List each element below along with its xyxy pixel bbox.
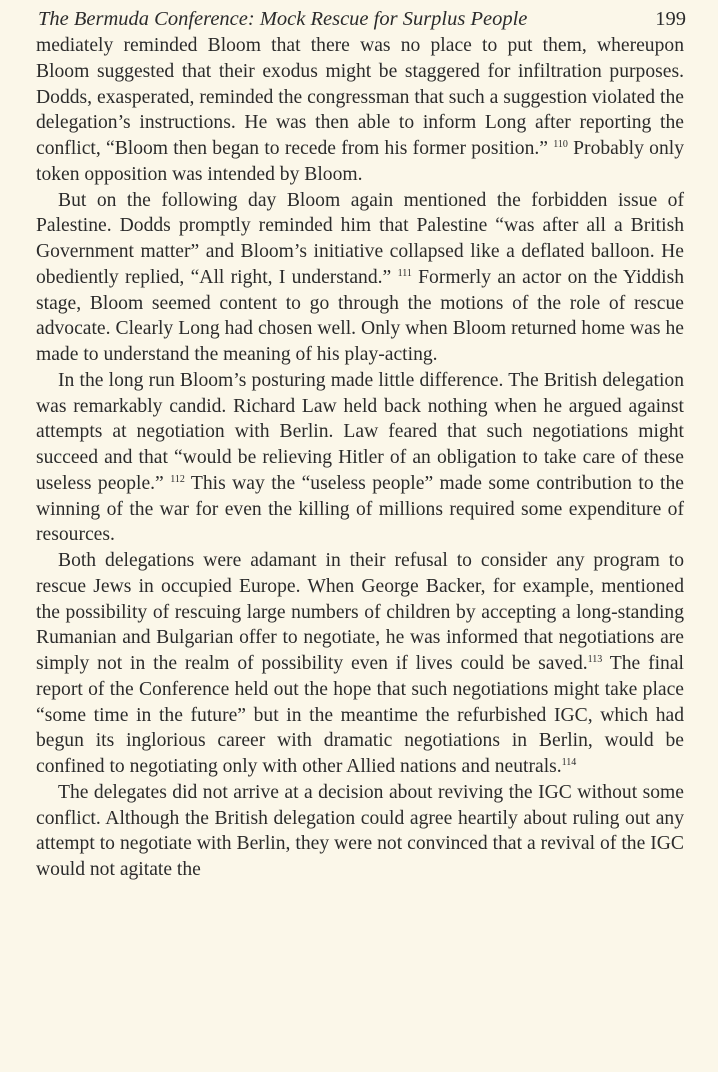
paragraph-text: In the long run Bloom’s posturing made little difference. The British delegation was remarkably candid. Richard Law held back nothing when he argued against attempts at negotiation with Berlin. Law feared that such negotiations might succeed and that “would be relieving Hitler of an obligation to take care of these useless people.” — [36, 369, 684, 494]
paragraph — [36, 188, 684, 368]
paragraph-text: mediately reminded Bloom that there was no place to put them, whereupon Bloom suggested that their exodus might be staggered for infiltration purposes. Dodds, exasperated, reminded the congressman that such a suggestion violated the delegation’s instructions. He was then able to inform Long after reporting the conflict, “Bloom then began to recede from his former position.” — [36, 35, 684, 159]
paragraph-text: The delegates did not arrive at a decision about reviving the IGC without some conflict. Although the British delegation could agree heartily about ruling out any attempt to negotiate with Berlin, they were not convinced that a revival of the IGC would not agitate the — [36, 781, 684, 880]
paragraph-text: Probably only token opposition was intended by Bloom. — [36, 138, 684, 185]
footnote-marker: 113 — [587, 654, 603, 665]
footnote-marker: 111 — [397, 267, 412, 279]
running-title: The Bermuda Conference: Mock Rescue for Surplus People — [38, 8, 528, 30]
paragraph — [36, 548, 684, 780]
paragraph — [36, 33, 684, 188]
page-number: 199 — [655, 8, 686, 30]
footnote-marker: 110 — [553, 139, 568, 150]
footnote-marker: 112 — [170, 473, 185, 485]
paragraph — [36, 780, 684, 883]
book-page — [36, 8, 684, 883]
paragraph-text: This way the “useless people” made some contribution to the winning of the war for even the killing of millions required some expenditure of resources. — [36, 472, 684, 546]
paragraph — [36, 368, 684, 548]
body-text — [36, 33, 684, 883]
footnote-marker: 114 — [561, 757, 577, 768]
paragraph-text: But on the following day Bloom again mentioned the forbidden issue of Palestine. Dodds promptly reminded him that Palestine “was after all a British Government matter” and Bloom’s initiative collapsed like a deflated balloon. He obediently replied, “All right, I understand.” — [36, 189, 684, 288]
paragraph-text: Both delegations were adamant in their refusal to consider any program to rescue Jews in occupied Europe. When George Backer, for example, mentioned the possibility of rescuing large numbers of children by accepting a long-standing Rumanian and Bulgarian offer to negotiate, he was informed that negotiations are simply not in the realm of possibility even if lives could be saved. — [36, 550, 684, 674]
running-header — [36, 8, 684, 31]
paragraph-text: Formerly an actor on the Yiddish stage, Bloom seemed content to go through the motions of the role of rescue advocate. Clearly Long had chosen well. Only when Bloom returned home was he made to understand the meaning of his play-acting. — [36, 266, 684, 365]
paragraph-text: The final report of the Conference held out the hope that such negotiations might take place “some time in the future” but in the meantime the refurbished IGC, which had begun its inglorious career with dramatic negotiations in Berlin, would be confined to negotiating only with other Allied nations and neutrals. — [36, 653, 684, 777]
